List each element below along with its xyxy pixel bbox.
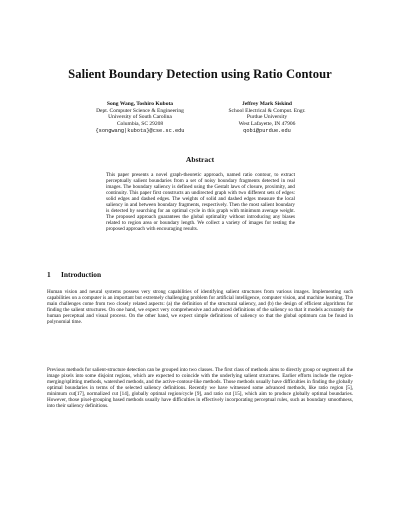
abstract-text: This paper presents a novel graph-theoretic approach, named ratio contour, to extract perceptually salient boundaries from a set of noisy boundary fragments detected in real images. The boundary saliency is defined using the Gestalt laws of closure, proximity, and continuity. This paper first constructs an undirected graph with two different sets of edges: solid edges and dashed edges. The weights of solid and dashed edges measure the local saliency in and between boundary fragments, respectively. Then the most salient boundary is detected by searching for an optimal cycle in this graph with minimum average weight. The proposed approach guarantees the global optimality without introducing any biases related to region area or boundary length. We collect a variety of images for testing the proposed approach with encouraging results. <box>106 172 295 233</box>
body-paragraph: Previous methods for salient-structure detection can be grouped into two classes. The first class of methods aims to directly group or segment all the image pixels into some disjoint regions, which are expected to coincide with the underlying salient structures. Earlier efforts include the region-merging/splitting methods, watershed methods, and the active-contour-like methods. Those methods usually have difficulties in finding the globally optimal boundaries in terms of the selected saliency definitions. Recently we have witnessed some advanced methods, like ratio region [5], minimum cut[17], normalized cut [14], globally optimal region/cycle [9], and ratio cut [15], which aim to produce globally optimal boundaries. However, those pixel-grouping based methods usually have difficulties in effectively incorporating perceptual rules, such as boundary smoothness, into their saliency definitions. <box>47 367 353 410</box>
author-location: West Lafayette, IN 47906 <box>238 121 296 128</box>
abstract-heading: Abstract <box>185 155 215 164</box>
author-block-left <box>85 101 195 135</box>
author-names: Jeffrey Mark Siskind <box>241 101 292 107</box>
author-affiliation: School Electrical & Comput. Engr. <box>228 107 306 114</box>
author-email: {songwang|kubota}@cse.sc.edu <box>95 127 185 134</box>
author-location: Columbia, SC 29208 <box>116 121 164 128</box>
section-title: Introduction <box>61 270 102 279</box>
paper-title: Salient Boundary Detection using Ratio Contour <box>68 67 332 81</box>
author-affiliation: Dept. Computer Science & Engineering <box>96 107 184 114</box>
author-email: qobi@purdue.edu <box>243 127 291 134</box>
author-names: Song Wang, Toshiro Kubota <box>106 101 174 107</box>
author-institution: University of South Carolina <box>108 114 172 121</box>
author-block-right <box>212 101 322 135</box>
body-paragraph: Human vision and neural systems possess very strong capabilities of identifying salient structures from various images. Implementing such capabilities on a computer is an important but extremely challenging problem for artificial intelligence, computer vision, and machine learning. The main challenges come from two closely related aspects: (a) the definition of the structural saliency, and (b) the design of efficient algorithms for finding the salient structures. On one hand, we expect very comprehensive and advanced definitions of the saliency so that it models accurately the human perceptual and visual process. On the other hand, we expect simple definitions of saliency so that the global optimum can be found in polynomial time. <box>47 289 353 326</box>
section-number: 1 <box>47 270 51 279</box>
section-heading <box>47 270 101 279</box>
author-institution: Purdue University <box>246 114 288 121</box>
